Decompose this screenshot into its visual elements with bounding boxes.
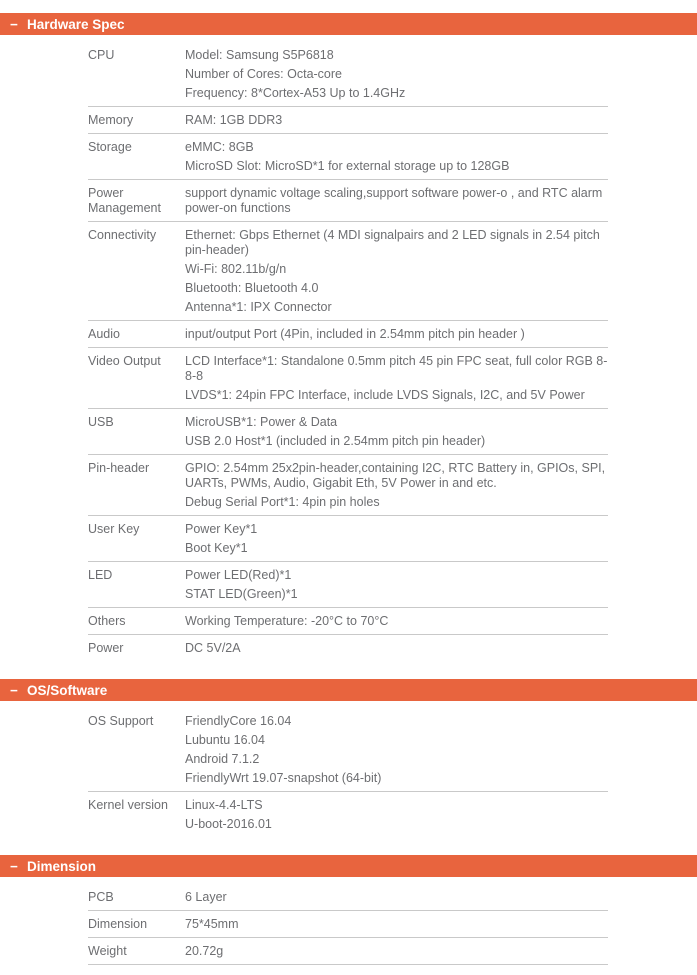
section-header-hardware-spec[interactable] — [0, 13, 697, 35]
row-label: OS Support — [88, 713, 154, 728]
collapse-icon[interactable]: − — [10, 858, 18, 874]
row-values — [185, 639, 608, 658]
row-values — [185, 712, 608, 788]
row-value: 20.72g — [185, 943, 224, 958]
row-values — [185, 459, 608, 512]
row-value: Power LED(Red)*1 — [185, 567, 292, 582]
table-row-user-key — [88, 516, 608, 562]
row-value: DC 5V/2A — [185, 640, 241, 655]
table-row-storage — [88, 134, 608, 180]
row-value: Working Temperature: -20°C to 70°C — [185, 613, 389, 628]
spec-table-os-software — [88, 701, 608, 847]
table-row-dimension — [88, 911, 608, 938]
row-value: 6 Layer — [185, 889, 227, 904]
row-value: support dynamic voltage scaling,support software power-o , and RTC alarm power-on functions — [185, 185, 603, 215]
collapse-icon[interactable]: − — [10, 16, 18, 32]
section-header-dimension[interactable] — [0, 855, 697, 877]
row-label: Weight — [88, 943, 127, 958]
row-value: STAT LED(Green)*1 — [185, 586, 298, 601]
table-row-power-management — [88, 180, 608, 222]
row-label: Power — [88, 640, 124, 655]
row-value: U-boot-2016.01 — [185, 816, 272, 831]
row-values — [185, 184, 608, 218]
row-label: Memory — [88, 112, 134, 127]
row-values — [185, 915, 608, 934]
row-value: MicroSD Slot: MicroSD*1 for external storage up to 128GB — [185, 158, 510, 173]
table-row-led — [88, 562, 608, 608]
row-label: User Key — [88, 521, 140, 536]
table-row-memory — [88, 107, 608, 134]
table-row-cpu — [88, 42, 608, 107]
row-values — [185, 325, 608, 344]
row-value: Frequency: 8*Cortex-A53 Up to 1.4GHz — [185, 85, 406, 100]
row-value: input/output Port (4Pin, included in 2.54mm pitch pin header ) — [185, 326, 525, 341]
row-values — [185, 796, 608, 834]
table-row-video-output — [88, 348, 608, 409]
row-label: LED — [88, 567, 113, 582]
row-value: Bluetooth: Bluetooth 4.0 — [185, 280, 319, 295]
section-os-software — [0, 679, 697, 847]
row-values — [185, 413, 608, 451]
row-value: USB 2.0 Host*1 (included in 2.54mm pitch pin header) — [185, 433, 486, 448]
table-row-os-support — [88, 708, 608, 792]
row-label: Storage — [88, 139, 132, 154]
row-value: Boot Key*1 — [185, 540, 248, 555]
table-row-kernel-version — [88, 792, 608, 837]
row-value: eMMC: 8GB — [185, 139, 254, 154]
row-label: Audio — [88, 326, 120, 341]
row-values — [185, 566, 608, 604]
row-value: MicroUSB*1: Power & Data — [185, 414, 338, 429]
row-value: Ethernet: Gbps Ethernet (4 MDI signalpairs and 2 LED signals in 2.54 pitch pin-header) — [185, 227, 600, 257]
row-values — [185, 612, 608, 631]
row-label: CPU — [88, 47, 115, 62]
table-row-pcb — [88, 884, 608, 911]
row-value: 75*45mm — [185, 916, 239, 931]
table-row-pin-header — [88, 455, 608, 516]
table-row-audio — [88, 321, 608, 348]
section-header-os-software[interactable] — [0, 679, 697, 701]
row-value: FriendlyWrt 19.07-snapshot (64-bit) — [185, 770, 382, 785]
row-values — [185, 46, 608, 103]
table-row-weight — [88, 938, 608, 965]
row-label: Pin-header — [88, 460, 150, 475]
row-value: LCD Interface*1: Standalone 0.5mm pitch 45 pin FPC seat, full color RGB 8-8-8 — [185, 353, 608, 383]
row-value: FriendlyCore 16.04 — [185, 713, 292, 728]
section-hardware-spec — [0, 13, 697, 671]
spec-table-hardware — [88, 35, 608, 671]
row-values — [185, 111, 608, 130]
row-value: RAM: 1GB DDR3 — [185, 112, 283, 127]
section-title: Dimension — [27, 858, 97, 874]
table-row-others — [88, 608, 608, 635]
row-values — [185, 888, 608, 907]
row-label: Video Output — [88, 353, 161, 368]
section-dimension — [0, 855, 697, 975]
row-values — [185, 226, 608, 317]
row-values — [185, 352, 608, 405]
row-values — [185, 138, 608, 176]
row-value: Number of Cores: Octa-core — [185, 66, 342, 81]
collapse-icon[interactable]: − — [10, 682, 18, 698]
section-title: OS/Software — [27, 682, 108, 698]
row-label: PCB — [88, 889, 114, 904]
row-value: Android 7.1.2 — [185, 751, 260, 766]
row-value: LVDS*1: 24pin FPC Interface, include LVDS Signals, I2C, and 5V Power — [185, 387, 585, 402]
row-value: Antenna*1: IPX Connector — [185, 299, 332, 314]
row-value: Linux-4.4-LTS — [185, 797, 263, 812]
row-value: Wi-Fi: 802.11b/g/n — [185, 261, 287, 276]
row-value: Power Key*1 — [185, 521, 258, 536]
row-label: USB — [88, 414, 114, 429]
table-row-power — [88, 635, 608, 661]
row-label: Power Management — [88, 185, 161, 215]
row-value: GPIO: 2.54mm 25x2pin-header,containing I2C, RTC Battery in, GPIOs, SPI, UARTs, PWMs, Audio, Gigabit Eth, 5V Power in and etc. — [185, 460, 606, 490]
table-row-connectivity — [88, 222, 608, 321]
row-label: Kernel version — [88, 797, 168, 812]
row-value: Lubuntu 16.04 — [185, 732, 265, 747]
row-values — [185, 520, 608, 558]
section-title: Hardware Spec — [27, 16, 125, 32]
spec-table-dimension — [88, 877, 608, 975]
row-label: Dimension — [88, 916, 148, 931]
table-row-usb — [88, 409, 608, 455]
row-label: Others — [88, 613, 126, 628]
row-value: Debug Serial Port*1: 4pin pin holes — [185, 494, 380, 509]
row-values — [185, 942, 608, 961]
row-value: Model: Samsung S5P6818 — [185, 47, 334, 62]
row-label: Connectivity — [88, 227, 157, 242]
